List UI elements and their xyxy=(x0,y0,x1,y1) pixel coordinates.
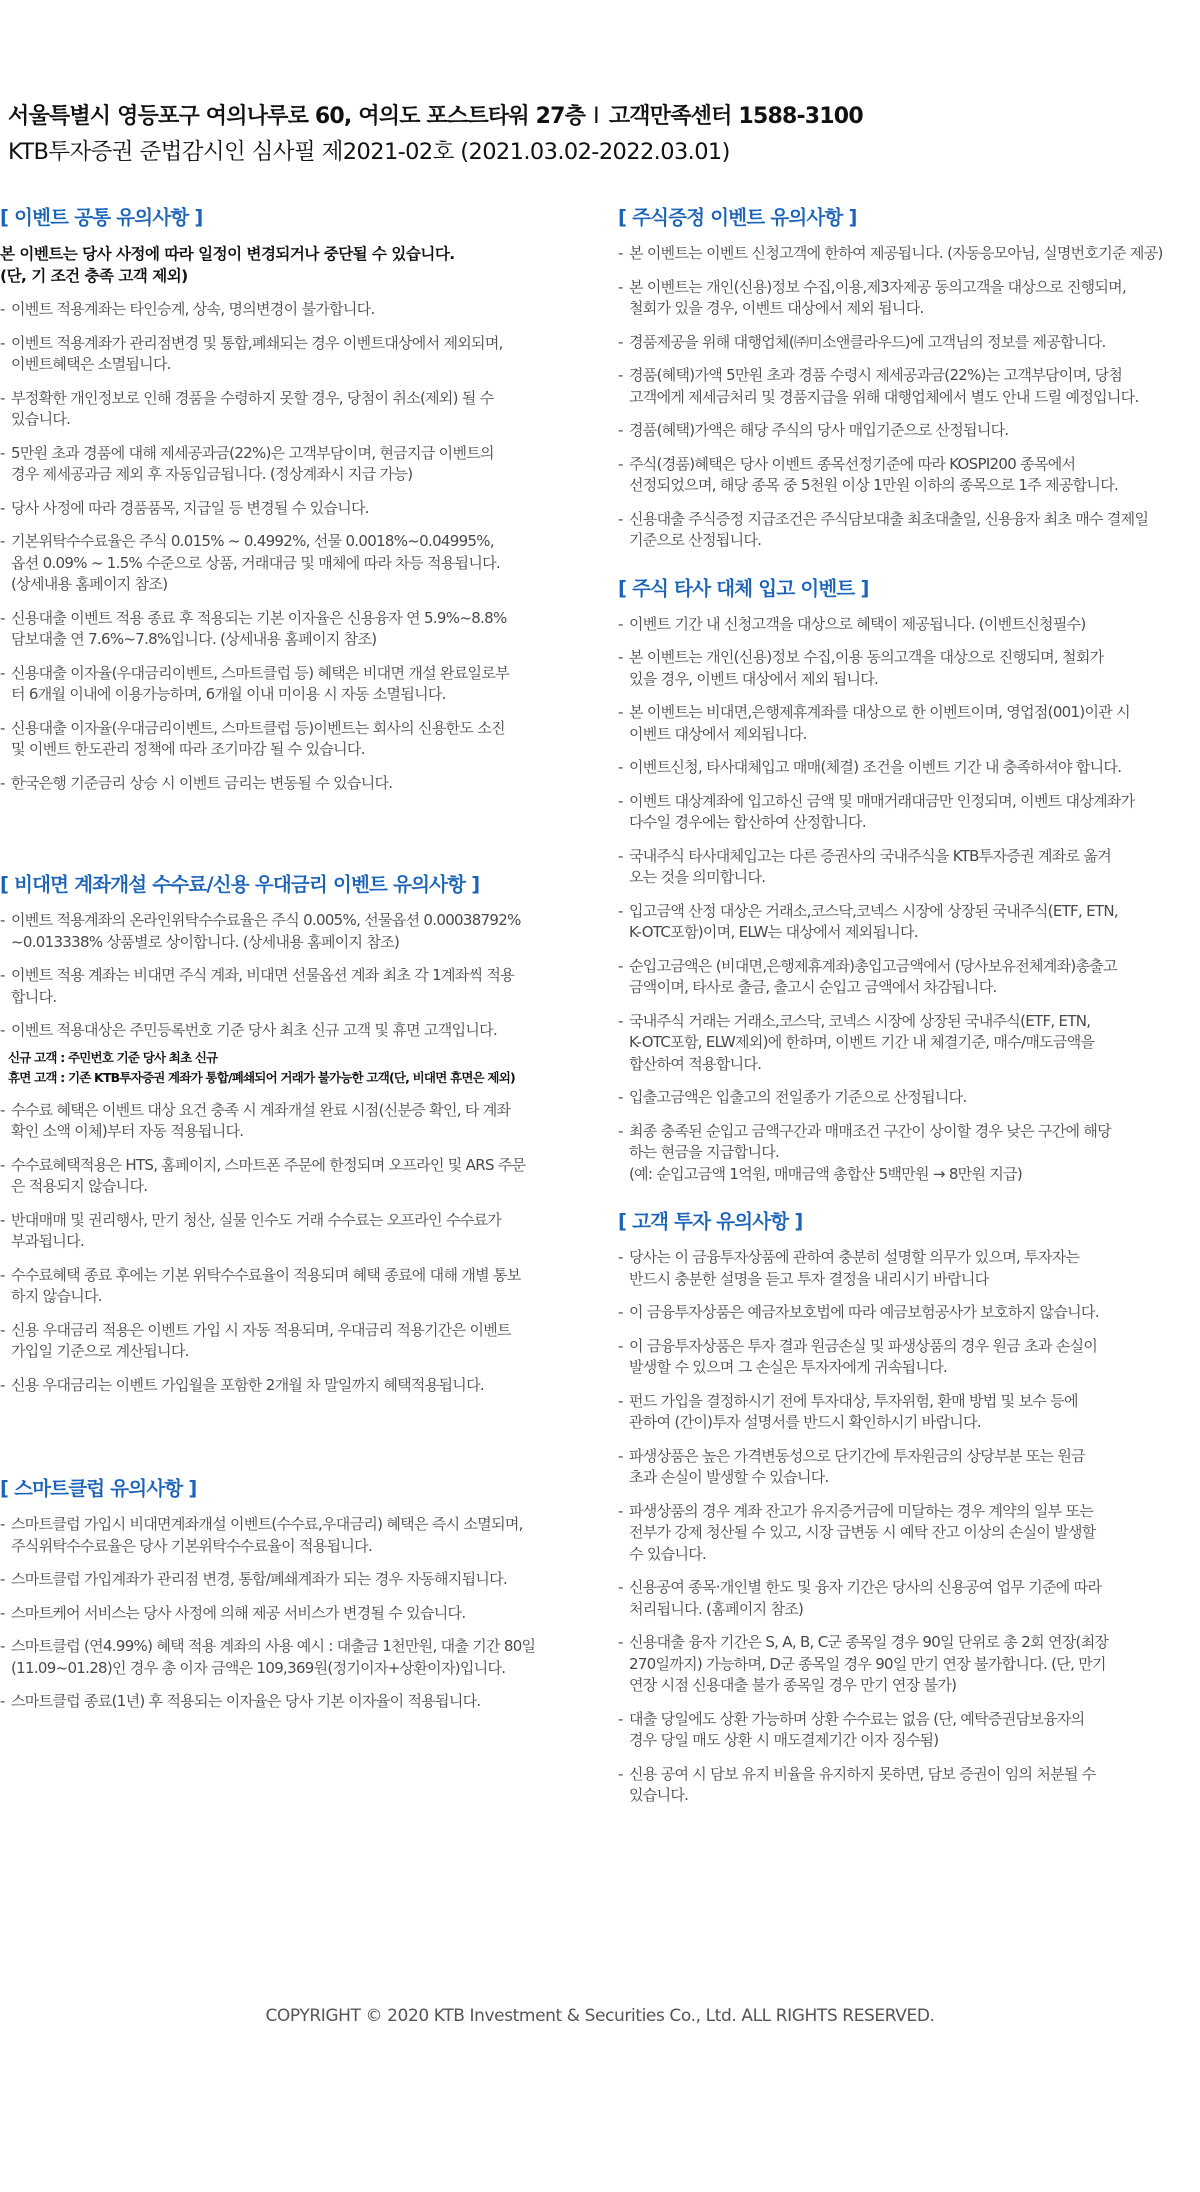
notice-item: - 신용대출 융자 기간은 S, A, B, C군 종목일 경우 90일 단위로 총 2회 연장(최장 270일까지) 가능하며, D군 종목일 경우 90일 만기 연장 불가합니다. (단, 만기 연장 시점 신용대출 불가 종목일 경우 만기 연장 불가) xyxy=(618,1632,1200,1697)
copyright: COPYRIGHT © 2020 KTB Investment & Securities Co., Ltd. ALL RIGHTS RESERVED. xyxy=(265,2006,935,2026)
notice-list xyxy=(618,243,1200,552)
notice-item: - 수수료 혜택은 이벤트 대상 요건 충족 시 계좌개설 완료 시점(신분증 확인, 타 계좌 확인 소액 이체)부터 자동 적용됩니다. xyxy=(0,1100,590,1143)
notice-list xyxy=(0,1514,590,1713)
notice-item: - 입출고금액은 입출고의 전일종가 기준으로 산정됩니다. xyxy=(618,1087,1200,1109)
notice-item: - 이 금융투자상품은 투자 결과 원금손실 및 파생상품의 경우 원금 초과 손실이 발생할 수 있으며 그 손실은 투자자에게 귀속됩니다. xyxy=(618,1336,1200,1379)
event-common-notice xyxy=(0,203,590,794)
notice-item: - 스마트클럽 종료(1년) 후 적용되는 이자율은 당사 기본 이자율이 적용됩니다. xyxy=(0,1691,590,1713)
investor-caution-notice xyxy=(618,1207,1200,1807)
notice-item: - 입고금액 산정 대상은 거래소,코스닥,코넥스 시장에 상장된 국내주식(ETF, ETN, K-OTC포함)이며, ELW는 대상에서 제외됩니다. xyxy=(618,901,1200,944)
section-title: [ 이벤트 공통 유의사항 ] xyxy=(0,206,203,229)
notice-item: - 신용대출 이자율(우대금리이벤트, 스마트클럽 등) 혜택은 비대면 개설 완료일로부 터 6개월 이내에 이용가능하며, 6개월 이내 미이용 시 자동 소멸됩니다. xyxy=(0,663,590,706)
notice-list xyxy=(0,1100,590,1397)
nonface-account-event-notice xyxy=(0,870,590,1396)
notice-item: - 경품제공을 위해 대행업체(㈜미소앤클라우드)에 고객님의 정보를 제공합니다. xyxy=(618,332,1200,354)
notice-item: - 이 금융투자상품은 예금자보호법에 따라 예금보험공사가 보호하지 않습니다. xyxy=(618,1302,1200,1324)
notice-item: - 한국은행 기준금리 상승 시 이벤트 금리는 변동될 수 있습니다. xyxy=(0,773,590,795)
notice-item: - 스마트클럽 가입계좌가 관리점 변경, 통합/폐쇄계좌가 되는 경우 자동해지됩니다. xyxy=(0,1569,590,1591)
dormant-customer-note: 휴면 고객 : 기존 KTB투자증권 계좌가 통합/폐쇄되어 거래가 불가능한 고객(단, 비대면 휴면은 제외) xyxy=(8,1069,515,1085)
notice-item: - 주식(경품)혜택은 당사 이벤트 종목선정기준에 따라 KOSPI200 종목에서 선정되었으며, 해당 종목 중 5천원 이상 1만원 이하의 종목으로 1주 제공합니다. xyxy=(618,454,1200,497)
section-lead: 본 이벤트는 당사 사정에 따라 일정이 변경되거나 중단될 수 있습니다. (단, 기 조건 충족 고객 제외) xyxy=(0,245,455,285)
notice-item: - 이벤트 적용계좌가 관리점변경 및 통합,폐쇄되는 경우 이벤트대상에서 제외되며, 이벤트혜택은 소멸됩니다. xyxy=(0,333,590,376)
notice-item: - 본 이벤트는 이벤트 신청고객에 한하여 제공됩니다. (자동응모아님, 실명번호기준 제공) xyxy=(618,243,1200,265)
notice-item: - 경품(혜택)가액 5만원 초과 경품 수령시 제세공과금(22%)는 고객부담이며, 당첨 고객에게 제세금처리 및 경품지급을 위해 대행업체에서 별도 안내 드릴 예정입니다. xyxy=(618,365,1200,408)
notice-item: - 신용대출 주식증정 지급조건은 주식담보대출 최초대출일, 신용융자 최초 매수 결제일 기준으로 산정됩니다. xyxy=(618,509,1200,552)
notice-item: - 신용 우대금리 적용은 이벤트 가입 시 자동 적용되며, 우대금리 적용기간은 이벤트 가입일 기준으로 계산됩니다. xyxy=(0,1320,590,1363)
notice-list xyxy=(618,1247,1200,1807)
address: 서울특별시 영등포구 여의나루로 60, 여의도 포스트타워 27층 xyxy=(8,104,586,129)
address-line xyxy=(8,100,863,134)
notice-item: - 대출 당일에도 상환 가능하며 상환 수수료는 없음 (단, 예탁증권담보융자의 경우 당일 매도 상환 시 매도결제기간 이자 징수됨) xyxy=(618,1709,1200,1752)
notice-item: - 스마트클럽 가입시 비대면계좌개설 이벤트(수수료,우대금리) 혜택은 즉시 소멸되며, 주식위탁수수료율은 당사 기본위탁수수료율이 적용됩니다. xyxy=(0,1514,590,1557)
notice-item: - 당사 사정에 따라 경품품목, 지급일 등 변경될 수 있습니다. xyxy=(0,498,590,520)
notice-item: - 본 이벤트는 개인(신용)정보 수집,이용 동의고객을 대상으로 진행되며, 철회가 있을 경우, 이벤트 대상에서 제외 됩니다. xyxy=(618,647,1200,690)
notice-item: - 파생상품은 높은 가격변동성으로 단기간에 투자원금의 상당부분 또는 원금 초과 손실이 발생할 수 있습니다. xyxy=(618,1446,1200,1489)
notice-item: - 신용대출 이벤트 적용 종료 후 적용되는 기본 이자율은 신용융자 연 5.9%~8.8% 담보대출 연 7.6%~7.8%입니다. (상세내용 홈페이지 참조) xyxy=(0,608,590,651)
notice-item: - 신용공여 종목·개인별 한도 및 융자 기간은 당사의 신용공여 업무 기준에 따라 처리됩니다. (홈페이지 참조) xyxy=(618,1577,1200,1620)
notice-item: - 신용대출 이자율(우대금리이벤트, 스마트클럽 등)이벤트는 회사의 신용한도 소진 및 이벤트 한도관리 정책에 따라 조기마감 될 수 있습니다. xyxy=(0,718,590,761)
notice-list xyxy=(0,299,590,794)
notice-item: - 이벤트 적용계좌의 온라인위탁수수료율은 주식 0.005%, 선물옵션 0.00038792% ~0.013338% 상품별로 상이합니다. (상세내용 홈페이지 참조) xyxy=(0,910,590,953)
notice-item: - 신용 공여 시 담보 유지 비율을 유지하지 못하면, 담보 증권이 임의 처분될 수 있습니다. xyxy=(618,1764,1200,1807)
notice-item: - 펀드 가입을 결정하시기 전에 투자대상, 투자위험, 환매 방법 및 보수 등에 관하여 (간이)투자 설명서를 반드시 확인하시기 바랍니다. xyxy=(618,1391,1200,1434)
notice-item: - 국내주식 타사대체입고는 다른 증권사의 국내주식을 KTB투자증권 계좌로 옮겨 오는 것을 의미합니다. xyxy=(618,846,1200,889)
notice-item: - 이벤트 기간 내 신청고객을 대상으로 혜택이 제공됩니다. (이벤트신청필수) xyxy=(618,614,1200,636)
notice-item: - 최종 충족된 순입고 금액구간과 매매조건 구간이 상이할 경우 낮은 구간에 해당 하는 현금을 지급합니다. (예: 순입고금액 1억원, 매매금액 총합산 5백만원 → 8만원 지급) xyxy=(618,1121,1200,1186)
notice-item: - 신용 우대금리는 이벤트 가입월을 포함한 2개월 차 말일까지 혜택적용됩니다. xyxy=(0,1375,590,1397)
notice-item: - 이벤트 대상계좌에 입고하신 금액 및 매매거래대금만 인정되며, 이벤트 대상계좌가 다수일 경우에는 합산하여 산정합니다. xyxy=(618,791,1200,834)
notice-item: - 스마트케어 서비스는 당사 사정에 의해 제공 서비스가 변경될 수 있습니다. xyxy=(0,1603,590,1625)
section-title: [ 주식증정 이벤트 유의사항 ] xyxy=(618,206,857,229)
separator: I xyxy=(593,104,599,129)
customer-definitions xyxy=(8,1048,590,1088)
notice-item: - 5만원 초과 경품에 대해 제세공과금(22%)은 고객부담이며, 현금지급 이벤트의 경우 제세공과금 제외 후 자동입금됩니다. (정상계좌시 지급 가능) xyxy=(0,443,590,486)
notice-item: - 부정확한 개인정보로 인해 경품을 수령하지 못할 경우, 당첨이 취소(제외) 될 수 있습니다. xyxy=(0,388,590,431)
new-customer-note: 신규 고객 : 주민번호 기준 당사 최초 신규 xyxy=(8,1049,218,1065)
section-title: [ 비대면 계좌개설 수수료/신용 우대금리 이벤트 유의사항 ] xyxy=(0,873,480,896)
section-title: [ 스마트클럽 유의사항 ] xyxy=(0,1477,197,1500)
call-center: 고객만족센터 1588-3100 xyxy=(608,104,863,129)
notice-item: - 수수료혜택 종료 후에는 기본 위탁수수료율이 적용되며 혜택 종료에 대해 개별 통보 하지 않습니다. xyxy=(0,1265,590,1308)
notice-item: - 순입고금액은 (비대면,은행제휴계좌)총입고금액에서 (당사보유전체계좌)총출고 금액이며, 타사로 출금, 출고시 순입고 금액에서 차감됩니다. xyxy=(618,956,1200,999)
section-title: [ 주식 타사 대체 입고 이벤트 ] xyxy=(618,576,869,600)
notice-item: - 이벤트 적용 계좌는 비대면 주식 계좌, 비대면 선물옵션 계좌 최초 각 1계좌씩 적용 합니다. xyxy=(0,965,590,1008)
right-column xyxy=(618,203,1200,1819)
notice-item: - 기본위탁수수료율은 주식 0.015% ~ 0.4992%, 선물 0.0018%~0.04995%, 옵션 0.09% ~ 1.5% 수준으로 상품, 거래대금 및 매체에 따라 차등 적용됩니다. (상세내용 홈페이지 참조) xyxy=(0,531,590,596)
notice-item: - 이벤트 적용계좌는 타인승계, 상속, 명의변경이 불가합니다. xyxy=(0,299,590,321)
notice-item: - 본 이벤트는 개인(신용)정보 수집,이용,제3자제공 동의고객을 대상으로 진행되며, 철회가 있을 경우, 이벤트 대상에서 제외 됩니다. xyxy=(618,277,1200,320)
company-info xyxy=(8,100,863,170)
notice-item: - 당사는 이 금융투자상품에 관하여 충분히 설명할 의무가 있으며, 투자자는 반드시 충분한 설명을 듣고 투자 결정을 내리시기 바랍니다 xyxy=(618,1247,1200,1290)
notice-item: - 반대매매 및 권리행사, 만기 청산, 실물 인수도 거래 수수료는 오프라인 수수료가 부과됩니다. xyxy=(0,1210,590,1253)
smart-club-notice xyxy=(0,1474,590,1713)
notice-item: - 국내주식 거래는 거래소,코스닥, 코넥스 시장에 상장된 국내주식(ETF, ETN, K-OTC포함, ELW제외)에 한하며, 이벤트 기간 내 체결기준, 매수/매도금액을 합산하여 적용합니다. xyxy=(618,1011,1200,1076)
stock-transfer-event-notice xyxy=(618,574,1200,1186)
notice-item: - 수수료혜택적용은 HTS, 홈페이지, 스마트폰 주문에 한정되며 오프라인 및 ARS 주문 은 적용되지 않습니다. xyxy=(0,1155,590,1198)
notice-item: - 이벤트신청, 타사대체입고 매매(체결) 조건을 이벤트 기간 내 충족하셔야 합니다. xyxy=(618,757,1200,779)
notice-list xyxy=(618,614,1200,1186)
stock-gift-event-notice xyxy=(618,203,1200,552)
notice-item: - 경품(혜택)가액은 해당 주식의 당사 매입기준으로 산정됩니다. xyxy=(618,420,1200,442)
compliance-review-notice: KTB투자증권 준법감시인 심사필 제2021-02호 (2021.03.02-2022.03.01) xyxy=(8,139,730,165)
notice-item: - 파생상품의 경우 계좌 잔고가 유지증거금에 미달하는 경우 계약의 일부 또는 전부가 강제 청산될 수 있고, 시장 급변동 시 예탁 잔고 이상의 손실이 발생할 수 있습니다. xyxy=(618,1501,1200,1566)
notice-item: - 스마트클럽 (연4.99%) 혜택 적용 계좌의 사용 예시 : 대출금 1천만원, 대출 기간 80일 (11.09~01.28)인 경우 총 이자 금액은 109,369원(정기이자+상환이자)입니다. xyxy=(0,1636,590,1679)
left-column xyxy=(0,203,590,1725)
section-title: [ 고객 투자 유의사항 ] xyxy=(618,1210,803,1233)
notice-list xyxy=(0,910,590,1042)
notice-item: - 본 이벤트는 비대면,은행제휴계좌를 대상으로 한 이벤트이며, 영업점(001)이관 시 이벤트 대상에서 제외됩니다. xyxy=(618,702,1200,745)
notice-item: - 이벤트 적용대상은 주민등록번호 기준 당사 최초 신규 고객 및 휴면 고객입니다. xyxy=(0,1020,590,1042)
